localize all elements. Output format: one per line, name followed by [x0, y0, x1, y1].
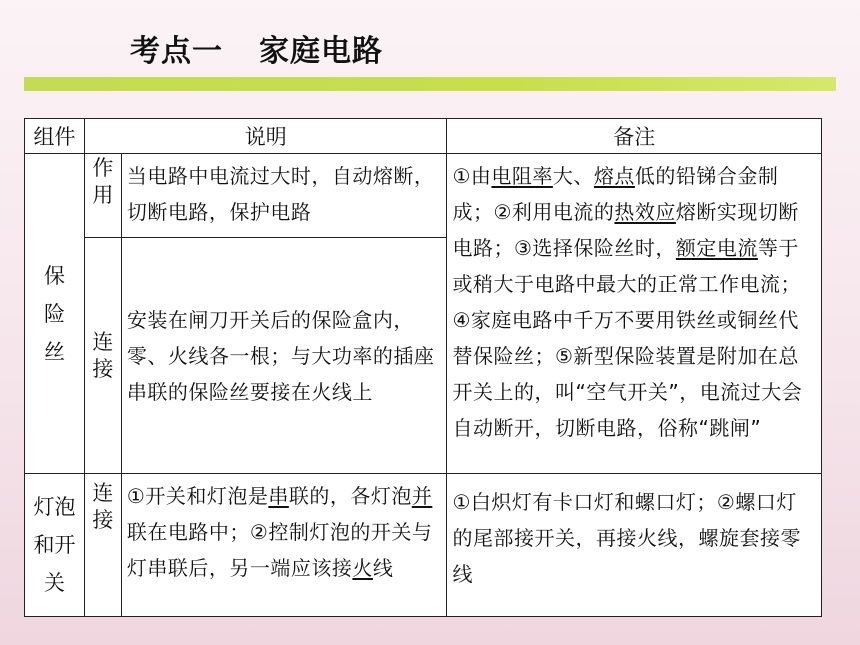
fuse-connect-label-cell [84, 238, 121, 474]
fuse-connect-label-line: 连 [92, 329, 114, 354]
fuse-remark-keyword: 热效应 [614, 200, 676, 224]
bulb-connect-text [121, 474, 447, 617]
bulb-keyword: 串 [268, 484, 289, 508]
table-header-row [25, 119, 822, 154]
fuse-name-cell [25, 154, 85, 474]
fuse-name-line: 保 [43, 263, 65, 288]
fuse-role-label-line: 作 [92, 156, 114, 180]
fuse-remark-keyword: 额定电流 [675, 236, 758, 260]
title-underline-bar [24, 77, 836, 91]
header-description: 说明 [84, 119, 447, 154]
fuse-connect-text: 安装在闸刀开关后的保险盒内，零、火线各一根；与大功率的插座串联的保险丝要接在火线上 [121, 238, 447, 474]
fuse-remark-text: ①由 [452, 164, 492, 188]
bulb-remark: ①白炽灯有卡口灯和螺口灯；②螺口灯的尾部接开关，再接火线，螺旋套接零线 [447, 474, 822, 617]
fuse-name-line: 险 [43, 301, 65, 326]
fuse-remark-keyword: 电阻率 [491, 164, 553, 188]
fuse-remark-text: 低的铅锑合金制成；②利用电流的 [452, 164, 779, 224]
bulb-connect-label-cell [84, 474, 121, 617]
bulb-keyword: 并 [411, 484, 433, 508]
header-component: 组件 [25, 119, 85, 154]
header-remarks: 备注 [447, 119, 822, 154]
page-title [130, 26, 383, 70]
table-row-bulb [25, 474, 822, 617]
fuse-role-label-cell [84, 154, 121, 238]
bulb-name-line: 灯泡 [33, 495, 76, 519]
fuse-remark-text: 等于或稍大于电路中最大的正常工作电流；④家庭电路中千万不要用铁丝或铜丝代替保险丝；⑤新型保险装置是附加在总开关上的，叫“空气开关”，电流过大会自动断开，切断电路，俗称“跳闸” [452, 236, 803, 440]
fuse-remark-cell [447, 154, 822, 474]
knowledge-table [24, 118, 822, 617]
bulb-connect-label-line: 连 [92, 481, 114, 505]
fuse-role-text: 当电路中电流过大时，自动熔断，切断电路，保护电路 [121, 154, 447, 238]
bulb-text: ①开关和灯泡是 [126, 484, 269, 508]
fuse-remark-text: 大、 [552, 164, 594, 188]
fuse-remark-text: 熔断实现切断电路；③选择保险丝时， [452, 200, 799, 260]
fuse-remark-keyword: 熔点 [593, 164, 635, 188]
title-part1: 考点一 [130, 34, 223, 69]
bulb-text: 联的，各灯泡 [288, 484, 412, 508]
bulb-name-line: 关 [43, 571, 65, 595]
table-row-fuse-role [25, 154, 822, 238]
bulb-keyword: 火 [352, 556, 373, 580]
bulb-connect-label-line: 接 [92, 508, 114, 532]
bulb-name-cell [25, 474, 85, 617]
bulb-text: 联在电路中；②控制灯泡的开关与灯串联后，另一端应该接 [126, 520, 433, 580]
title-part2: 家庭电路 [259, 34, 383, 69]
bulb-text: 线 [372, 556, 394, 580]
fuse-name-line: 丝 [43, 339, 65, 364]
bulb-name-line: 和开 [33, 533, 76, 557]
fuse-role-label-line: 用 [92, 183, 114, 207]
fuse-connect-label-line: 接 [92, 356, 114, 381]
